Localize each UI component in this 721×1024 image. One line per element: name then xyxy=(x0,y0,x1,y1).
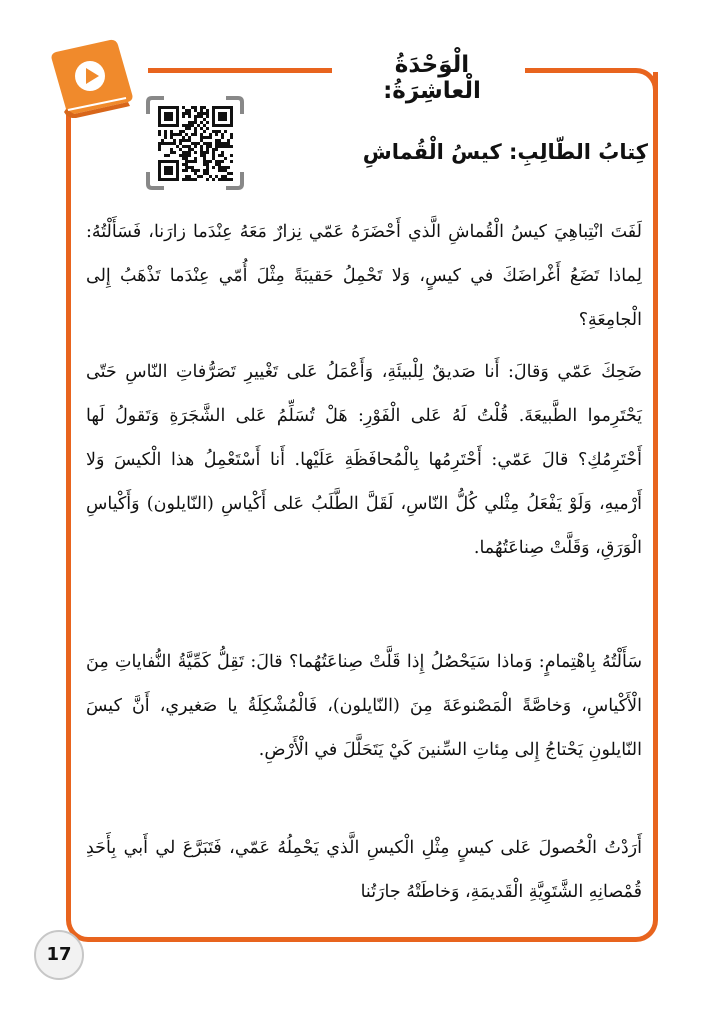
lesson-title: كِتابُ الطّالِبِ: كيسُ الْقُماشِ xyxy=(362,140,648,164)
page-frame-top-right xyxy=(525,68,658,102)
orange-book-icon xyxy=(46,36,138,118)
qr-code[interactable] xyxy=(146,96,244,190)
paragraph-2: ضَحِكَ عَمّي وَقالَ: أَنا صَديقٌ لِلْبيئَةِ، وَأَعْمَلُ عَلى تَغْييرِ تَصَرُّفاتِ النّاسِ حَتّى يَحْتَرِموا الطَّبيعَةَ. قُلْتُ لَهُ عَلى الْفَوْرِ: هَلْ تُسَلِّمُ عَلى الشَّجَرَةِ وَتَقولُ لَها أَحْتَرِمُكِ؟ قالَ عَمّي: أَحْتَرِمُها بِالْمُحافَظَةِ عَلَيْها. أَنا أَسْتَعْمِلُ هذا الْكيسَ وَلا أَرْميهِ، وَلَوْ يَفْعَلُ مِثْلي كُلُّ النّاسِ، لَقَلَّ الطَّلَبُ عَلى أَكْياسِ (النّايلون) وَأَكْياسِ الْوَرَقِ، وَقَلَّتْ صِناعَتُهُما. xyxy=(86,362,642,558)
paragraph-4: أَرَدْتُ الْحُصولَ عَلى كيسٍ مِثْلِ الْكيسِ الَّذي يَحْمِلُهُ عَمّي، فَتَبَرَّعَ لي أَبي بِأَحَدِ قُمْصانِهِ الشَّتَوِيَّةِ الْقَديمَةِ، وَخاطَتْهُ جارَتُنا xyxy=(86,838,642,902)
page-number: 17 xyxy=(34,930,84,980)
unit-title: الْوَحْدَةُ الْعاشِرَةُ: xyxy=(383,52,481,104)
page-frame-top-left xyxy=(148,68,332,73)
paragraph-1: لَفَتَ انْتِباهِيَ كيسُ الْقُماشِ الَّذي أَحْضَرَهُ عَمّي نِزارٌ مَعَهُ عِنْدَما زارَنا، فَسَأَلْتُهُ: لِماذا تَضَعُ أَغْراضَكَ في كيسٍ، وَلا تَحْمِلُ حَقيبَةً مِثْلَ أُمّي عِنْدَما تَذْهَبُ إِلى الْجامِعَةِ؟ xyxy=(86,222,642,330)
paragraph-3: سَأَلْتُهُ بِاهْتِمامٍ: وَماذا سَيَحْصُلُ إِذا قَلَّتْ صِناعَتُهُما؟ قالَ: تَقِلُّ كَمِّيَّةُ النُّفاياتِ مِنَ الْأَكْياسِ، وَخاصَّةً الْمَصْنوعَةَ مِنَ (النّايلون)، فَالْمُشْكِلَةُ يا صَغيري، أَنَّ كيسَ النّايلونِ يَحْتاجُ إِلى مِئاتِ السِّنينَ كَيْ يَتَحَلَّلَ في الْأَرْضِ. xyxy=(86,652,642,760)
